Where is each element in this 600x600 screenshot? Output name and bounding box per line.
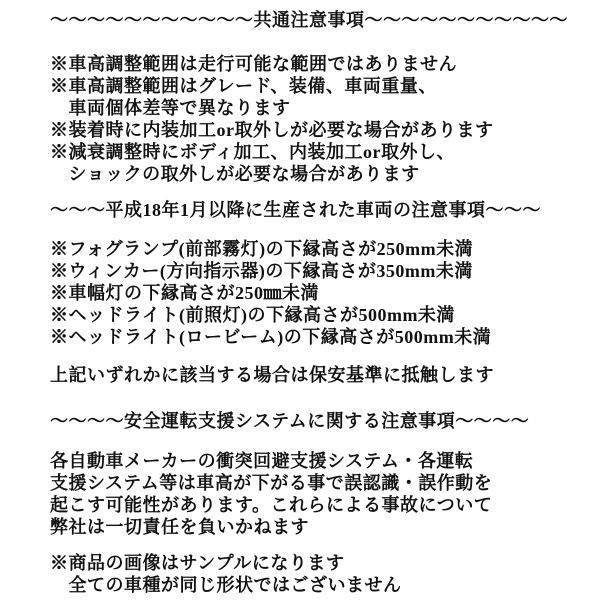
lamp-note-side-marker: ※車幅灯の下縁高さが250㎜未満 <box>50 283 319 303</box>
section-header-heisei18-vehicles: ～～～平成18年1月以降に生産された車両の注意事項～～～ <box>50 200 541 220</box>
section-header-common-notes: ～～～～～～～～～～～共通注意事項～～～～～～～～～～～ <box>50 10 568 30</box>
sample-image-notes-block <box>50 552 590 596</box>
lamp-note-fog: ※フォグランプ(前部霧灯)の下縁高さが250mm未満 <box>50 239 474 259</box>
common-notes-block <box>50 53 590 185</box>
adas-paragraph-line: 支援システム等は車高が下がる事で誤認識・誤作動を <box>50 473 493 493</box>
lamp-note-lowbeam: ※ヘッドライト(ロービーム)の下縁高さが500mm未満 <box>50 327 492 347</box>
common-note-line: ※車高調整範囲はグレード、装備、車両重量、 <box>50 76 437 96</box>
sample-note-line: ※商品の画像はサンプルになります <box>50 553 345 573</box>
common-note-line: ※車高調整範囲は走行可能な範囲ではありません <box>50 54 457 74</box>
sample-note-line-continuation: 全ての車種が同じ形状ではございません <box>50 575 402 595</box>
safety-standard-violation-note: 上記いずれかに該当する場合は保安基準に抵触します <box>50 365 494 385</box>
section-header-driving-assist: ～～～～安全運転支援システムに関する注意事項～～～～ <box>50 411 530 431</box>
common-note-line: ※装着時に内装加工or取外しが必要な場合があります <box>50 120 494 140</box>
lamp-height-notes-block <box>50 238 590 348</box>
common-note-line-continuation: ショックの取外しが必要な場合があります <box>50 164 420 184</box>
adas-paragraph-line: 弊社は一切責任を負いかねます <box>50 517 309 537</box>
lamp-note-headlight: ※ヘッドライト(前照灯)の下縁高さが500mm未満 <box>50 305 455 325</box>
adas-paragraph-line: 各自動車メーカーの衝突回避支援システム・各運転 <box>50 451 474 471</box>
lamp-note-turn-signal: ※ウィンカー(方向指示器)の下縁高さが350mm未満 <box>50 261 473 281</box>
adas-paragraph-line: 起こす可能性があります。これらによる事故について <box>50 495 493 515</box>
common-note-line-continuation: 車両個体差等で異なります <box>50 98 291 118</box>
driving-assist-paragraph <box>50 450 590 538</box>
common-note-line: ※減衰調整時にボディ加工、内装加工or取外し、 <box>50 142 456 162</box>
